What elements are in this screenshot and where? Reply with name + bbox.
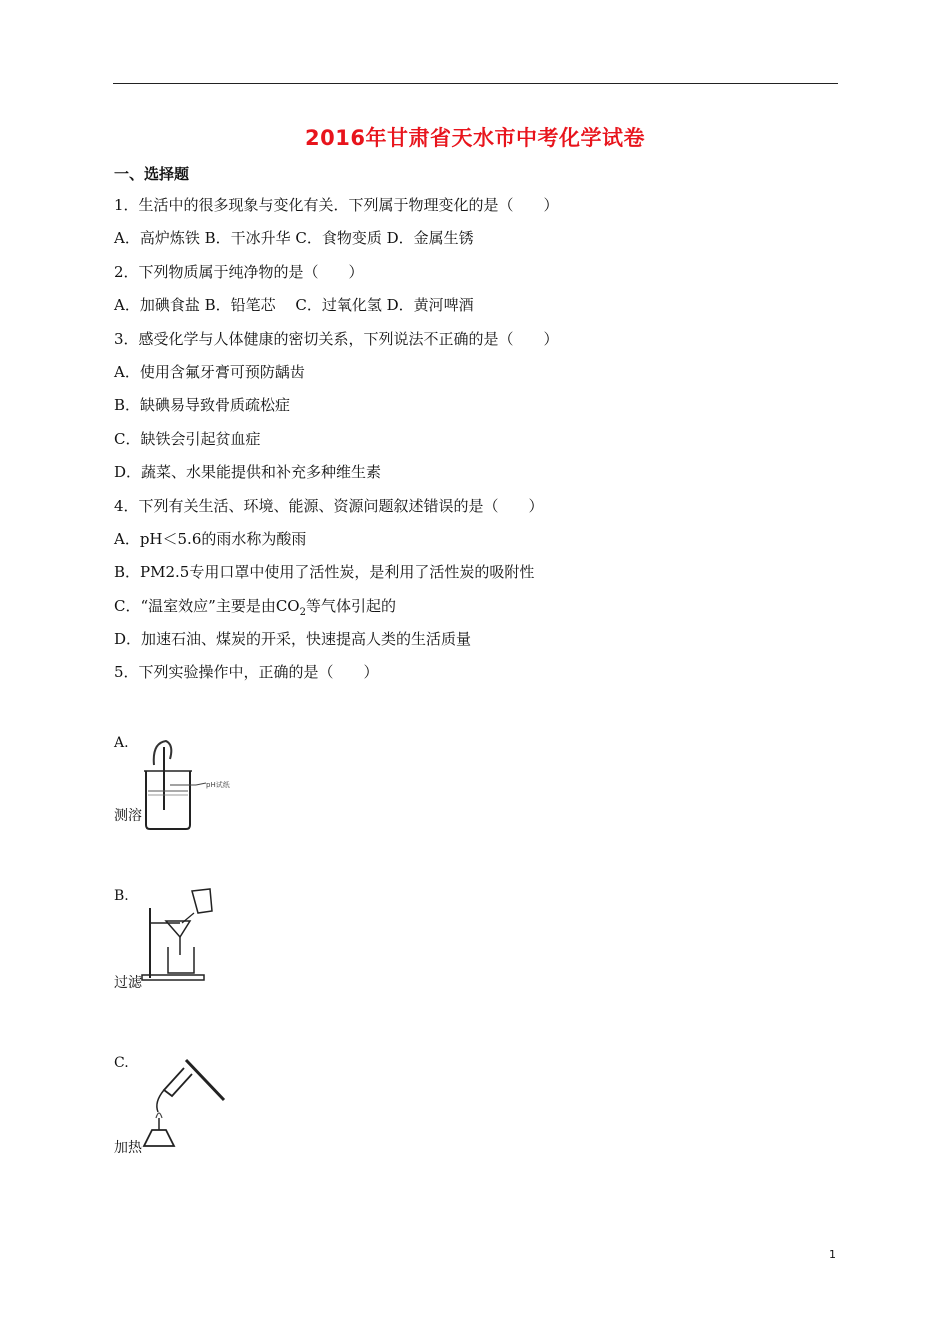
ph-test-figure xyxy=(134,735,259,830)
text-line: 5．下列实验操作中，正确的是（ ） xyxy=(114,663,379,682)
section-heading: 一、选择题 xyxy=(114,165,190,183)
co2-suffix: 等气体引起的 xyxy=(305,596,396,615)
option-caption: 过滤 xyxy=(114,975,142,991)
header-rule xyxy=(113,83,838,84)
option-letter: A. xyxy=(114,735,129,751)
text-line-co2 xyxy=(114,593,834,626)
text-line: 4．下列有关生活、环境、能源、资源问题叙述错误的是（ ） xyxy=(114,496,544,515)
ph-paper-label: pH试纸 xyxy=(206,781,230,789)
text-line: D．加速石油、煤炭的开采，快速提高人类的生活质量 xyxy=(114,630,472,649)
text-line: A．加碘食盐 B．铅笔芯 C．过氧化氢 D．黄河啤酒 xyxy=(114,296,474,315)
text-line: 3．感受化学与人体健康的密切关系，下列说法不正确的是（ ） xyxy=(114,329,559,348)
page-number: 1 xyxy=(829,1248,836,1261)
option-c xyxy=(114,1055,274,1165)
heating-figure xyxy=(136,1050,236,1155)
option-a xyxy=(114,735,274,845)
option-caption: 测溶 xyxy=(114,808,142,824)
option-b xyxy=(114,888,274,998)
co2-subscript: 2 xyxy=(299,606,306,618)
text-line: B．PM2.5专用口罩中使用了活性炭，是利用了活性炭的吸附性 xyxy=(114,563,535,582)
option-caption: 加热 xyxy=(114,1140,142,1156)
option-letter: C. xyxy=(114,1055,129,1071)
filtration-figure xyxy=(136,883,226,983)
text-line: A．高炉炼铁 B．干冰升华 C．食物变质 D．金属生锈 xyxy=(114,229,474,248)
option-letter: B. xyxy=(114,888,129,904)
question-text xyxy=(114,192,834,693)
text-line: B．缺碘易导致骨质疏松症 xyxy=(114,396,291,415)
co2-prefix: C．“温室效应”主要是由CO xyxy=(114,596,300,615)
text-line: C．缺铁会引起贫血症 xyxy=(114,429,261,448)
text-line: 1．生活中的很多现象与变化有关．下列属于物理变化的是（ ） xyxy=(114,196,559,214)
text-line: A．pH＜5.6的雨水称为酸雨 xyxy=(114,529,307,548)
text-line: D．蔬菜、水果能提供和补充多种维生素 xyxy=(114,463,382,482)
page-title: 2016年甘肃省天水市中考化学试卷 xyxy=(305,126,645,150)
text-line: 2．下列物质属于纯净物的是（ ） xyxy=(114,262,364,281)
text-line: A．使用含氟牙膏可预防龋齿 xyxy=(114,362,305,381)
